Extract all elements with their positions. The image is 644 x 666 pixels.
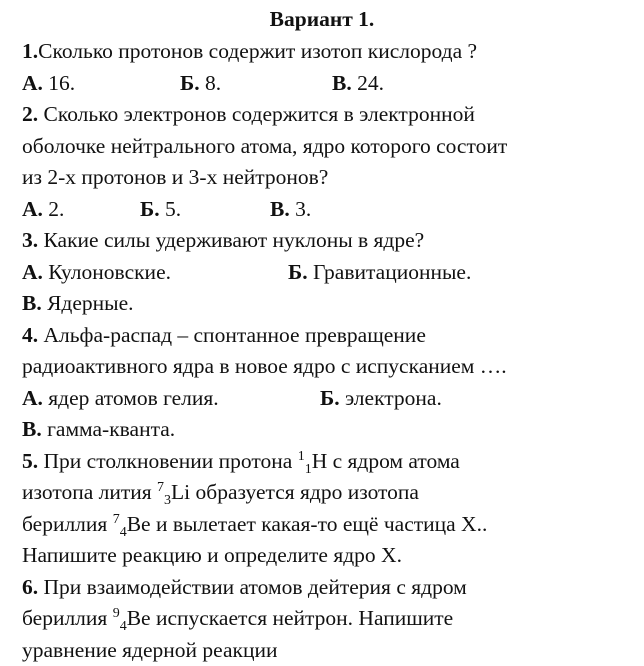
- q5-text-1: При столкновении протона: [38, 449, 298, 473]
- hydrogen-mass-number: 1: [298, 449, 305, 464]
- q1-option-a-value: 16.: [43, 71, 75, 95]
- q2-option-c-key: В.: [270, 197, 290, 221]
- q2-line-3: из 2-х протонов и 3-х нейтронов?: [22, 162, 634, 194]
- q1-question: Сколько протонов содержит изотоп кислорода ?: [38, 39, 477, 63]
- q5-number: 5.: [22, 449, 38, 473]
- q1-option-b-value: 8.: [200, 71, 222, 95]
- q1-option-c-key: В.: [332, 71, 352, 95]
- q2-option-c-value: 3.: [290, 197, 312, 221]
- q4-option-a: [22, 383, 320, 415]
- q6-number: 6.: [22, 575, 38, 599]
- beryllium-charge-number: 4: [120, 525, 127, 540]
- variant-title: Вариант 1.: [0, 4, 644, 36]
- q4-line-2: радиоактивного ядра в новое ядро с испусканием ….: [22, 351, 634, 383]
- q2-option-b-key: Б.: [140, 197, 160, 221]
- q4-option-b-key: Б.: [320, 386, 340, 410]
- q4-options: [22, 383, 634, 415]
- q5-lithium-text: Li образуется ядро изотопа: [171, 480, 419, 504]
- hydrogen-charge-number: 1: [305, 462, 312, 477]
- q4-text-1: Альфа-распад – спонтанное превращение: [38, 323, 426, 347]
- questions-block: [22, 36, 634, 666]
- q2-option-b: [140, 194, 270, 226]
- q3-option-b: [288, 257, 471, 289]
- q4-option-c-value: гамма-кванта.: [42, 417, 175, 441]
- q2-text-1: Сколько электронов содержится в электронной: [38, 102, 475, 126]
- q6-line-2: [22, 603, 634, 635]
- q1-number: 1.: [22, 39, 38, 63]
- lithium-charge-number: 3: [164, 493, 171, 508]
- q1-option-c: [332, 68, 384, 100]
- q5-text-2: изотопа лития: [22, 480, 157, 504]
- q1-option-a-key: А.: [22, 71, 43, 95]
- q3-option-c-value: Ядерные.: [42, 291, 134, 315]
- q1-option-a: [22, 68, 180, 100]
- q1-options: [22, 68, 634, 100]
- q5-beryllium-text: Be и вылетает какая-то ещё частица X..: [127, 512, 488, 536]
- q5-line-1: [22, 446, 634, 478]
- q4-option-a-value: ядер атомов гелия.: [43, 386, 219, 410]
- q3-number: 3.: [22, 228, 38, 252]
- q4-option-b: [320, 383, 442, 415]
- q6-line-1: [22, 572, 634, 604]
- q4-option-b-value: электрона.: [340, 386, 442, 410]
- q6-text-2: бериллия: [22, 606, 113, 630]
- q2-number: 2.: [22, 102, 38, 126]
- q3-option-c-key: В.: [22, 291, 42, 315]
- q5-line-4: Напишите реакцию и определите ядро X.: [22, 540, 634, 572]
- q3-option-a-key: А.: [22, 260, 43, 284]
- q2-option-b-value: 5.: [160, 197, 182, 221]
- q4-option-c: [22, 414, 634, 446]
- q1-option-c-value: 24.: [352, 71, 384, 95]
- q2-line-1: [22, 99, 634, 131]
- q3-option-a-value: Кулоновские.: [43, 260, 171, 284]
- q5-hydrogen-text: H с ядром атома: [312, 449, 460, 473]
- q6-beryllium-text: Be испускается нейтрон. Напишите: [127, 606, 454, 630]
- q2-line-2: оболочке нейтрального атома, ядро которого состоит: [22, 131, 634, 163]
- q3-text: [22, 225, 634, 257]
- q1-option-b: [180, 68, 332, 100]
- q1-option-b-key: Б.: [180, 71, 200, 95]
- q3-option-b-key: Б.: [288, 260, 308, 284]
- q6-beryllium-mass-number: 9: [113, 606, 120, 621]
- q5-text-3: бериллия: [22, 512, 113, 536]
- q6-text-1: При взаимодействии атомов дейтерия с ядром: [38, 575, 467, 599]
- lithium-mass-number: 7: [157, 480, 164, 495]
- q4-line-1: [22, 320, 634, 352]
- q3-option-c: [22, 288, 634, 320]
- q4-number: 4.: [22, 323, 38, 347]
- q2-options: [22, 194, 634, 226]
- q6-line-3: уравнение ядерной реакции: [22, 635, 634, 666]
- q2-option-c: [270, 194, 311, 226]
- q5-line-3: [22, 509, 634, 541]
- q3-options: [22, 257, 634, 289]
- q3-option-b-value: Гравитационные.: [308, 260, 472, 284]
- q4-option-a-key: А.: [22, 386, 43, 410]
- q6-beryllium-charge-number: 4: [120, 619, 127, 634]
- q1-text: [22, 36, 634, 68]
- q2-option-a-key: А.: [22, 197, 43, 221]
- q5-line-2: [22, 477, 634, 509]
- q2-option-a-value: 2.: [43, 197, 65, 221]
- q3-question: Какие силы удерживают нуклоны в ядре?: [38, 228, 424, 252]
- q4-option-c-key: В.: [22, 417, 42, 441]
- beryllium-mass-number: 7: [113, 512, 120, 527]
- q2-option-a: [22, 194, 140, 226]
- q3-option-a: [22, 257, 288, 289]
